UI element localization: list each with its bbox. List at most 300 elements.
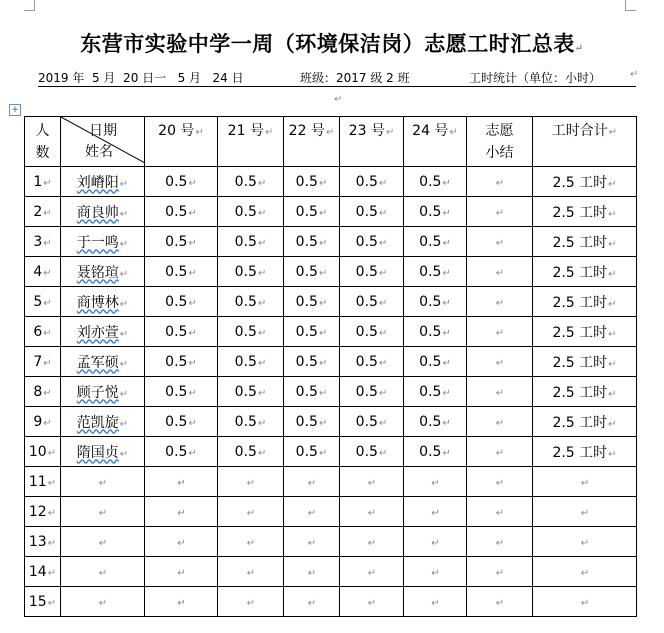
- row-number-cell[interactable]: [25, 227, 61, 257]
- cell-end-mark: ↵: [119, 268, 129, 280]
- hours-cell[interactable]: [340, 317, 404, 347]
- header-total-label: 工时合计: [551, 123, 608, 139]
- title-text: 东营市实验中学一周（环境保洁岗）志愿工时汇总表: [80, 31, 575, 56]
- cell-end-mark: ↵: [188, 387, 197, 399]
- row-number-cell[interactable]: [25, 257, 61, 287]
- hours-cell[interactable]: [404, 257, 467, 287]
- cell-end-mark: ↵: [449, 127, 458, 138]
- cell-end-mark: ↵: [495, 207, 505, 219]
- hours-cell[interactable]: [340, 197, 404, 227]
- summary-cell[interactable]: [467, 227, 533, 257]
- cell-end-mark: ↵: [608, 268, 617, 280]
- cell-end-mark: ↵: [119, 238, 129, 250]
- name-cell-text: 于一鸣: [76, 234, 119, 251]
- header-day-24: [404, 117, 467, 167]
- cell-end-mark: ↵: [442, 417, 451, 429]
- hours-cell-text: 0.5: [234, 173, 257, 190]
- hours-cell-text: 0.5: [419, 293, 442, 310]
- hours-cell[interactable]: [145, 287, 218, 317]
- cell-end-mark: ↵: [98, 477, 108, 489]
- row-number-cell[interactable]: [25, 527, 61, 557]
- summary-cell[interactable]: [467, 347, 533, 377]
- cell-end-mark: ↵: [119, 178, 129, 190]
- cell-end-mark: ↵: [367, 537, 377, 549]
- hours-cell[interactable]: [218, 257, 284, 287]
- row-number-cell[interactable]: [25, 347, 61, 377]
- hours-cell[interactable]: [404, 407, 467, 437]
- header-day-label: 20 号: [158, 123, 195, 139]
- hours-cell-text: 0.5: [165, 293, 188, 310]
- cell-end-mark: ↵: [43, 327, 52, 339]
- hours-cell-text: 0.5: [355, 383, 378, 400]
- hours-cell-text: 0.5: [419, 383, 442, 400]
- row-number-cell[interactable]: [25, 407, 61, 437]
- summary-cell[interactable]: [467, 287, 533, 317]
- hours-cell[interactable]: [218, 167, 284, 197]
- name-cell[interactable]: [61, 497, 145, 527]
- header-day-23: [340, 117, 404, 167]
- cell-end-mark: ↵: [378, 417, 388, 429]
- cell-end-mark: ↵: [257, 177, 267, 189]
- hours-cell[interactable]: [340, 557, 404, 587]
- row-number-cell-text: 7: [33, 353, 43, 370]
- total-cell[interactable]: [533, 437, 637, 467]
- summary-cell[interactable]: [467, 197, 533, 227]
- hours-cell[interactable]: [218, 497, 284, 527]
- document-title: [0, 28, 664, 58]
- cell-end-mark: ↵: [495, 447, 505, 459]
- cell-end-mark: ↵: [307, 567, 317, 579]
- hours-cell[interactable]: [340, 257, 404, 287]
- row-number-cell[interactable]: [25, 377, 61, 407]
- cell-end-mark: ↵: [307, 597, 317, 609]
- hours-cell-text: 0.5: [419, 203, 442, 220]
- cell-end-mark: ↵: [318, 417, 328, 429]
- hours-cell[interactable]: [145, 317, 218, 347]
- table-move-handle-icon[interactable]: +: [9, 104, 21, 116]
- hours-cell[interactable]: [145, 527, 218, 557]
- hours-cell[interactable]: [284, 257, 340, 287]
- cell-end-mark: ↵: [431, 597, 440, 609]
- hours-cell-text: 0.5: [355, 353, 378, 370]
- hours-cell[interactable]: [284, 377, 340, 407]
- row-number-cell[interactable]: [25, 467, 61, 497]
- row-number-cell[interactable]: [25, 437, 61, 467]
- cell-end-mark: ↵: [318, 297, 328, 309]
- hours-cell[interactable]: [284, 167, 340, 197]
- cell-end-mark: ↵: [119, 298, 129, 310]
- cell-end-mark: ↵: [495, 237, 505, 249]
- hours-cell[interactable]: [218, 317, 284, 347]
- header-summary: [467, 117, 533, 167]
- hours-cell[interactable]: [404, 197, 467, 227]
- cell-end-mark: ↵: [608, 178, 617, 190]
- cell-end-mark: ↵: [367, 567, 377, 579]
- hours-cell-text: 0.5: [295, 383, 318, 400]
- hours-cell[interactable]: [218, 467, 284, 497]
- hours-cell-text: 0.5: [234, 233, 257, 250]
- cell-end-mark: ↵: [367, 507, 377, 519]
- hours-cell[interactable]: [340, 407, 404, 437]
- hours-cell[interactable]: [340, 467, 404, 497]
- cell-end-mark: ↵: [580, 507, 590, 519]
- name-cell[interactable]: [61, 587, 145, 617]
- cell-end-mark: ↵: [188, 417, 197, 429]
- hours-cell-text: 0.5: [234, 323, 257, 340]
- hours-cell[interactable]: [404, 587, 467, 617]
- header-count: [25, 117, 61, 167]
- hours-cell-text: 0.5: [355, 413, 378, 430]
- hours-cell-text: 0.5: [295, 293, 318, 310]
- hours-cell[interactable]: [340, 227, 404, 257]
- hours-cell[interactable]: [340, 587, 404, 617]
- name-cell[interactable]: [61, 257, 145, 287]
- hours-cell[interactable]: [145, 347, 218, 377]
- cell-end-mark: ↵: [177, 477, 186, 489]
- cell-end-mark: ↵: [318, 447, 328, 459]
- cell-end-mark: ↵: [43, 417, 52, 429]
- name-cell[interactable]: [61, 197, 145, 227]
- hours-cell[interactable]: [404, 437, 467, 467]
- total-cell[interactable]: [533, 287, 637, 317]
- hours-cell-text: 0.5: [419, 443, 442, 460]
- row-number-cell[interactable]: [25, 287, 61, 317]
- row-number-cell-text: 12: [28, 503, 47, 520]
- hours-cell[interactable]: [145, 227, 218, 257]
- name-cell[interactable]: [61, 167, 145, 197]
- name-cell[interactable]: [61, 377, 145, 407]
- hours-cell[interactable]: [218, 347, 284, 377]
- table-row: [25, 437, 637, 467]
- margin-corner-mark: [24, 0, 35, 11]
- cell-end-mark: ↵: [378, 447, 388, 459]
- cell-end-mark: ↵: [264, 127, 274, 138]
- paragraph-mark: ↵: [334, 94, 343, 105]
- header-total: [533, 117, 637, 167]
- cell-end-mark: ↵: [495, 327, 505, 339]
- name-cell[interactable]: [61, 227, 145, 257]
- hours-cell-text: 0.5: [234, 203, 257, 220]
- summary-cell[interactable]: [467, 317, 533, 347]
- total-cell[interactable]: [533, 227, 637, 257]
- hours-cell-text: 0.5: [165, 263, 188, 280]
- hours-cell[interactable]: [145, 437, 218, 467]
- hours-cell[interactable]: [218, 377, 284, 407]
- cell-end-mark: ↵: [47, 477, 57, 489]
- hours-cell[interactable]: [404, 287, 467, 317]
- name-cell[interactable]: [61, 437, 145, 467]
- hours-cell[interactable]: [145, 557, 218, 587]
- summary-cell[interactable]: [467, 557, 533, 587]
- hours-cell[interactable]: [284, 287, 340, 317]
- hours-cell[interactable]: [340, 167, 404, 197]
- cell-end-mark: ↵: [378, 177, 388, 189]
- cell-end-mark: ↵: [257, 297, 267, 309]
- cell-end-mark: ↵: [47, 447, 57, 459]
- hours-cell[interactable]: [145, 407, 218, 437]
- row-number-cell[interactable]: [25, 317, 61, 347]
- summary-cell[interactable]: [467, 377, 533, 407]
- hours-cell[interactable]: [340, 497, 404, 527]
- name-cell[interactable]: [61, 527, 145, 557]
- header-date-label: 日期: [89, 123, 117, 139]
- unit-label: 工时统计（单位：小时）: [469, 71, 602, 85]
- total-cell[interactable]: [533, 347, 637, 377]
- date-range: 2019 年 5 月 20 日一 5 月 24 日: [38, 71, 244, 85]
- cell-end-mark: ↵: [257, 327, 267, 339]
- cell-end-mark: ↵: [495, 297, 505, 309]
- summary-cell[interactable]: [467, 587, 533, 617]
- cell-end-mark: ↵: [608, 388, 617, 400]
- header-day-21: [218, 117, 284, 167]
- cell-end-mark: ↵: [257, 417, 267, 429]
- subtitle-line: [38, 68, 639, 87]
- cell-end-mark: ↵: [177, 597, 186, 609]
- name-cell[interactable]: [61, 467, 145, 497]
- name-cell[interactable]: [61, 287, 145, 317]
- total-cell[interactable]: [533, 557, 637, 587]
- row-number-cell-text: 15: [28, 593, 47, 610]
- hours-cell[interactable]: [340, 287, 404, 317]
- cell-end-mark: ↵: [318, 357, 328, 369]
- cell-end-mark: ↵: [442, 237, 451, 249]
- hours-cell[interactable]: [284, 407, 340, 437]
- cell-end-mark: ↵: [47, 597, 57, 609]
- total-cell[interactable]: [533, 197, 637, 227]
- hours-cell[interactable]: [284, 527, 340, 557]
- hours-cell[interactable]: [218, 287, 284, 317]
- name-cell-text: 聂铭瑄: [76, 264, 119, 281]
- cell-end-mark: ↵: [177, 507, 186, 519]
- cell-end-mark: ↵: [246, 507, 256, 519]
- header-day-label: 24 号: [412, 123, 449, 139]
- cell-end-mark: ↵: [580, 477, 590, 489]
- cell-end-mark: ↵: [43, 267, 52, 279]
- class-label: 班级：2017 级 2 班: [300, 71, 410, 85]
- table-row: [25, 467, 637, 497]
- hours-cell[interactable]: [340, 377, 404, 407]
- hours-cell[interactable]: [218, 557, 284, 587]
- cell-end-mark: ↵: [188, 297, 197, 309]
- row-number-cell-text: 2: [33, 203, 43, 220]
- name-cell[interactable]: [61, 317, 145, 347]
- row-number-cell[interactable]: [25, 497, 61, 527]
- hours-cell[interactable]: [145, 497, 218, 527]
- hours-cell[interactable]: [218, 227, 284, 257]
- cell-end-mark: ↵: [318, 177, 328, 189]
- hours-cell[interactable]: [145, 587, 218, 617]
- hours-cell[interactable]: [145, 167, 218, 197]
- summary-cell[interactable]: [467, 257, 533, 287]
- total-cell[interactable]: [533, 527, 637, 557]
- hours-cell[interactable]: [404, 557, 467, 587]
- hours-cell-text: 0.5: [165, 443, 188, 460]
- hours-cell[interactable]: [340, 527, 404, 557]
- hours-cell[interactable]: [145, 467, 218, 497]
- name-cell-text: 刘嵴阳: [76, 174, 119, 191]
- hours-cell-text: 0.5: [419, 413, 442, 430]
- hours-cell[interactable]: [218, 407, 284, 437]
- row-number-cell-text: 11: [28, 473, 47, 490]
- cell-end-mark: ↵: [177, 537, 186, 549]
- hours-cell[interactable]: [404, 377, 467, 407]
- cell-end-mark: ↵: [580, 597, 590, 609]
- cell-end-mark: ↵: [257, 237, 267, 249]
- cell-end-mark: ↵: [307, 507, 317, 519]
- total-cell[interactable]: [533, 587, 637, 617]
- hours-cell[interactable]: [284, 467, 340, 497]
- hours-cell[interactable]: [284, 227, 340, 257]
- row-number-cell-text: 9: [33, 413, 43, 430]
- cell-end-mark: ↵: [98, 507, 108, 519]
- total-cell-text: 2.5 工时: [552, 294, 608, 311]
- header-count-label: 人数: [35, 123, 50, 161]
- table-row: [25, 377, 637, 407]
- hours-cell[interactable]: [145, 197, 218, 227]
- cell-end-mark: ↵: [188, 327, 197, 339]
- hours-cell[interactable]: [284, 497, 340, 527]
- cell-end-mark: ↵: [367, 477, 377, 489]
- row-number-cell-text: 6: [33, 323, 43, 340]
- row-number-cell[interactable]: [25, 197, 61, 227]
- cell-end-mark: ↵: [442, 297, 451, 309]
- cell-end-mark: ↵: [188, 177, 197, 189]
- hours-cell[interactable]: [284, 437, 340, 467]
- total-cell[interactable]: [533, 467, 637, 497]
- cell-end-mark: ↵: [442, 357, 451, 369]
- name-cell[interactable]: [61, 407, 145, 437]
- header-day-label: 21 号: [227, 123, 264, 139]
- cell-end-mark: ↵: [608, 418, 617, 430]
- total-cell[interactable]: [533, 257, 637, 287]
- cell-end-mark: ↵: [177, 567, 186, 579]
- summary-cell[interactable]: [467, 437, 533, 467]
- hours-cell[interactable]: [218, 197, 284, 227]
- cell-end-mark: ↵: [495, 477, 505, 489]
- hours-cell-text: 0.5: [165, 323, 188, 340]
- hours-cell[interactable]: [284, 317, 340, 347]
- hours-cell[interactable]: [404, 317, 467, 347]
- cell-end-mark: ↵: [318, 207, 328, 219]
- name-cell-text: 刘亦萱: [76, 324, 119, 341]
- summary-cell[interactable]: [467, 527, 533, 557]
- hours-cell-text: 0.5: [355, 323, 378, 340]
- hours-cell-text: 0.5: [355, 263, 378, 280]
- header-day-label: 22 号: [288, 123, 325, 139]
- hours-cell[interactable]: [404, 167, 467, 197]
- summary-cell[interactable]: [467, 407, 533, 437]
- hours-cell[interactable]: [218, 437, 284, 467]
- hours-cell[interactable]: [284, 347, 340, 377]
- hours-cell[interactable]: [284, 587, 340, 617]
- cell-end-mark: ↵: [307, 477, 317, 489]
- hours-cell-text: 0.5: [295, 233, 318, 250]
- cell-end-mark: ↵: [431, 507, 440, 519]
- hours-cell-text: 0.5: [419, 263, 442, 280]
- cell-end-mark: ↵: [431, 477, 440, 489]
- cell-end-mark: ↵: [442, 447, 451, 459]
- total-cell[interactable]: [533, 317, 637, 347]
- cell-end-mark: ↵: [608, 448, 617, 460]
- total-cell-text: 2.5 工时: [552, 384, 608, 401]
- row-number-cell[interactable]: [25, 557, 61, 587]
- hours-cell-text: 0.5: [165, 233, 188, 250]
- hours-cell[interactable]: [145, 377, 218, 407]
- cell-end-mark: ↵: [608, 328, 617, 340]
- hours-cell[interactable]: [218, 587, 284, 617]
- hours-cell[interactable]: [404, 467, 467, 497]
- cell-end-mark: ↵: [431, 537, 440, 549]
- header-day-label: 23 号: [348, 123, 385, 139]
- hours-cell[interactable]: [340, 347, 404, 377]
- name-cell-text: 范凯旋: [76, 414, 119, 431]
- hours-cell-text: 0.5: [165, 353, 188, 370]
- header-name-label: 姓名: [85, 144, 113, 160]
- total-cell[interactable]: [533, 167, 637, 197]
- hours-cell[interactable]: [404, 347, 467, 377]
- hours-cell[interactable]: [404, 527, 467, 557]
- cell-end-mark: ↵: [119, 418, 129, 430]
- total-cell[interactable]: [533, 497, 637, 527]
- cell-end-mark: ↵: [119, 358, 129, 370]
- cell-end-mark: ↵: [195, 127, 204, 138]
- row-number-cell[interactable]: [25, 587, 61, 617]
- hours-cell-text: 0.5: [295, 173, 318, 190]
- name-cell-text: 隋国贞: [76, 444, 119, 461]
- total-cell[interactable]: [533, 407, 637, 437]
- cell-end-mark: ↵: [325, 127, 335, 138]
- row-number-cell-text: 1: [33, 173, 43, 190]
- hours-cell[interactable]: [404, 227, 467, 257]
- cell-end-mark: ↵: [47, 537, 57, 549]
- hours-cell[interactable]: [218, 527, 284, 557]
- cell-end-mark: ↵: [608, 358, 617, 370]
- row-number-cell[interactable]: [25, 167, 61, 197]
- name-cell[interactable]: [61, 557, 145, 587]
- hours-cell-text: 0.5: [355, 173, 378, 190]
- hours-cell-text: 0.5: [234, 353, 257, 370]
- hours-cell-text: 0.5: [295, 203, 318, 220]
- summary-cell[interactable]: [467, 167, 533, 197]
- cell-end-mark: ↵: [495, 387, 505, 399]
- name-cell[interactable]: [61, 347, 145, 377]
- hours-cell-text: 0.5: [234, 413, 257, 430]
- hours-cell-text: 0.5: [419, 353, 442, 370]
- hours-cell-text: 0.5: [234, 383, 257, 400]
- paragraph-mark: ↵: [574, 43, 584, 54]
- cell-end-mark: ↵: [257, 447, 267, 459]
- hours-cell[interactable]: [284, 197, 340, 227]
- cell-end-mark: ↵: [188, 267, 197, 279]
- table-row: [25, 167, 637, 197]
- row-number-cell-text: 3: [33, 233, 43, 250]
- cell-end-mark: ↵: [188, 447, 197, 459]
- row-number-cell-text: 4: [33, 263, 43, 280]
- hours-cell-text: 0.5: [355, 293, 378, 310]
- total-cell[interactable]: [533, 377, 637, 407]
- cell-end-mark: ↵: [257, 387, 267, 399]
- hours-cell[interactable]: [340, 437, 404, 467]
- name-cell-text: 商博林: [76, 294, 119, 311]
- hours-cell[interactable]: [145, 257, 218, 287]
- cell-end-mark: ↵: [608, 298, 617, 310]
- summary-cell[interactable]: [467, 467, 533, 497]
- cell-end-mark: ↵: [43, 387, 52, 399]
- hours-cell[interactable]: [284, 557, 340, 587]
- hours-cell[interactable]: [404, 497, 467, 527]
- row-number-cell-text: 8: [33, 383, 43, 400]
- summary-cell[interactable]: [467, 497, 533, 527]
